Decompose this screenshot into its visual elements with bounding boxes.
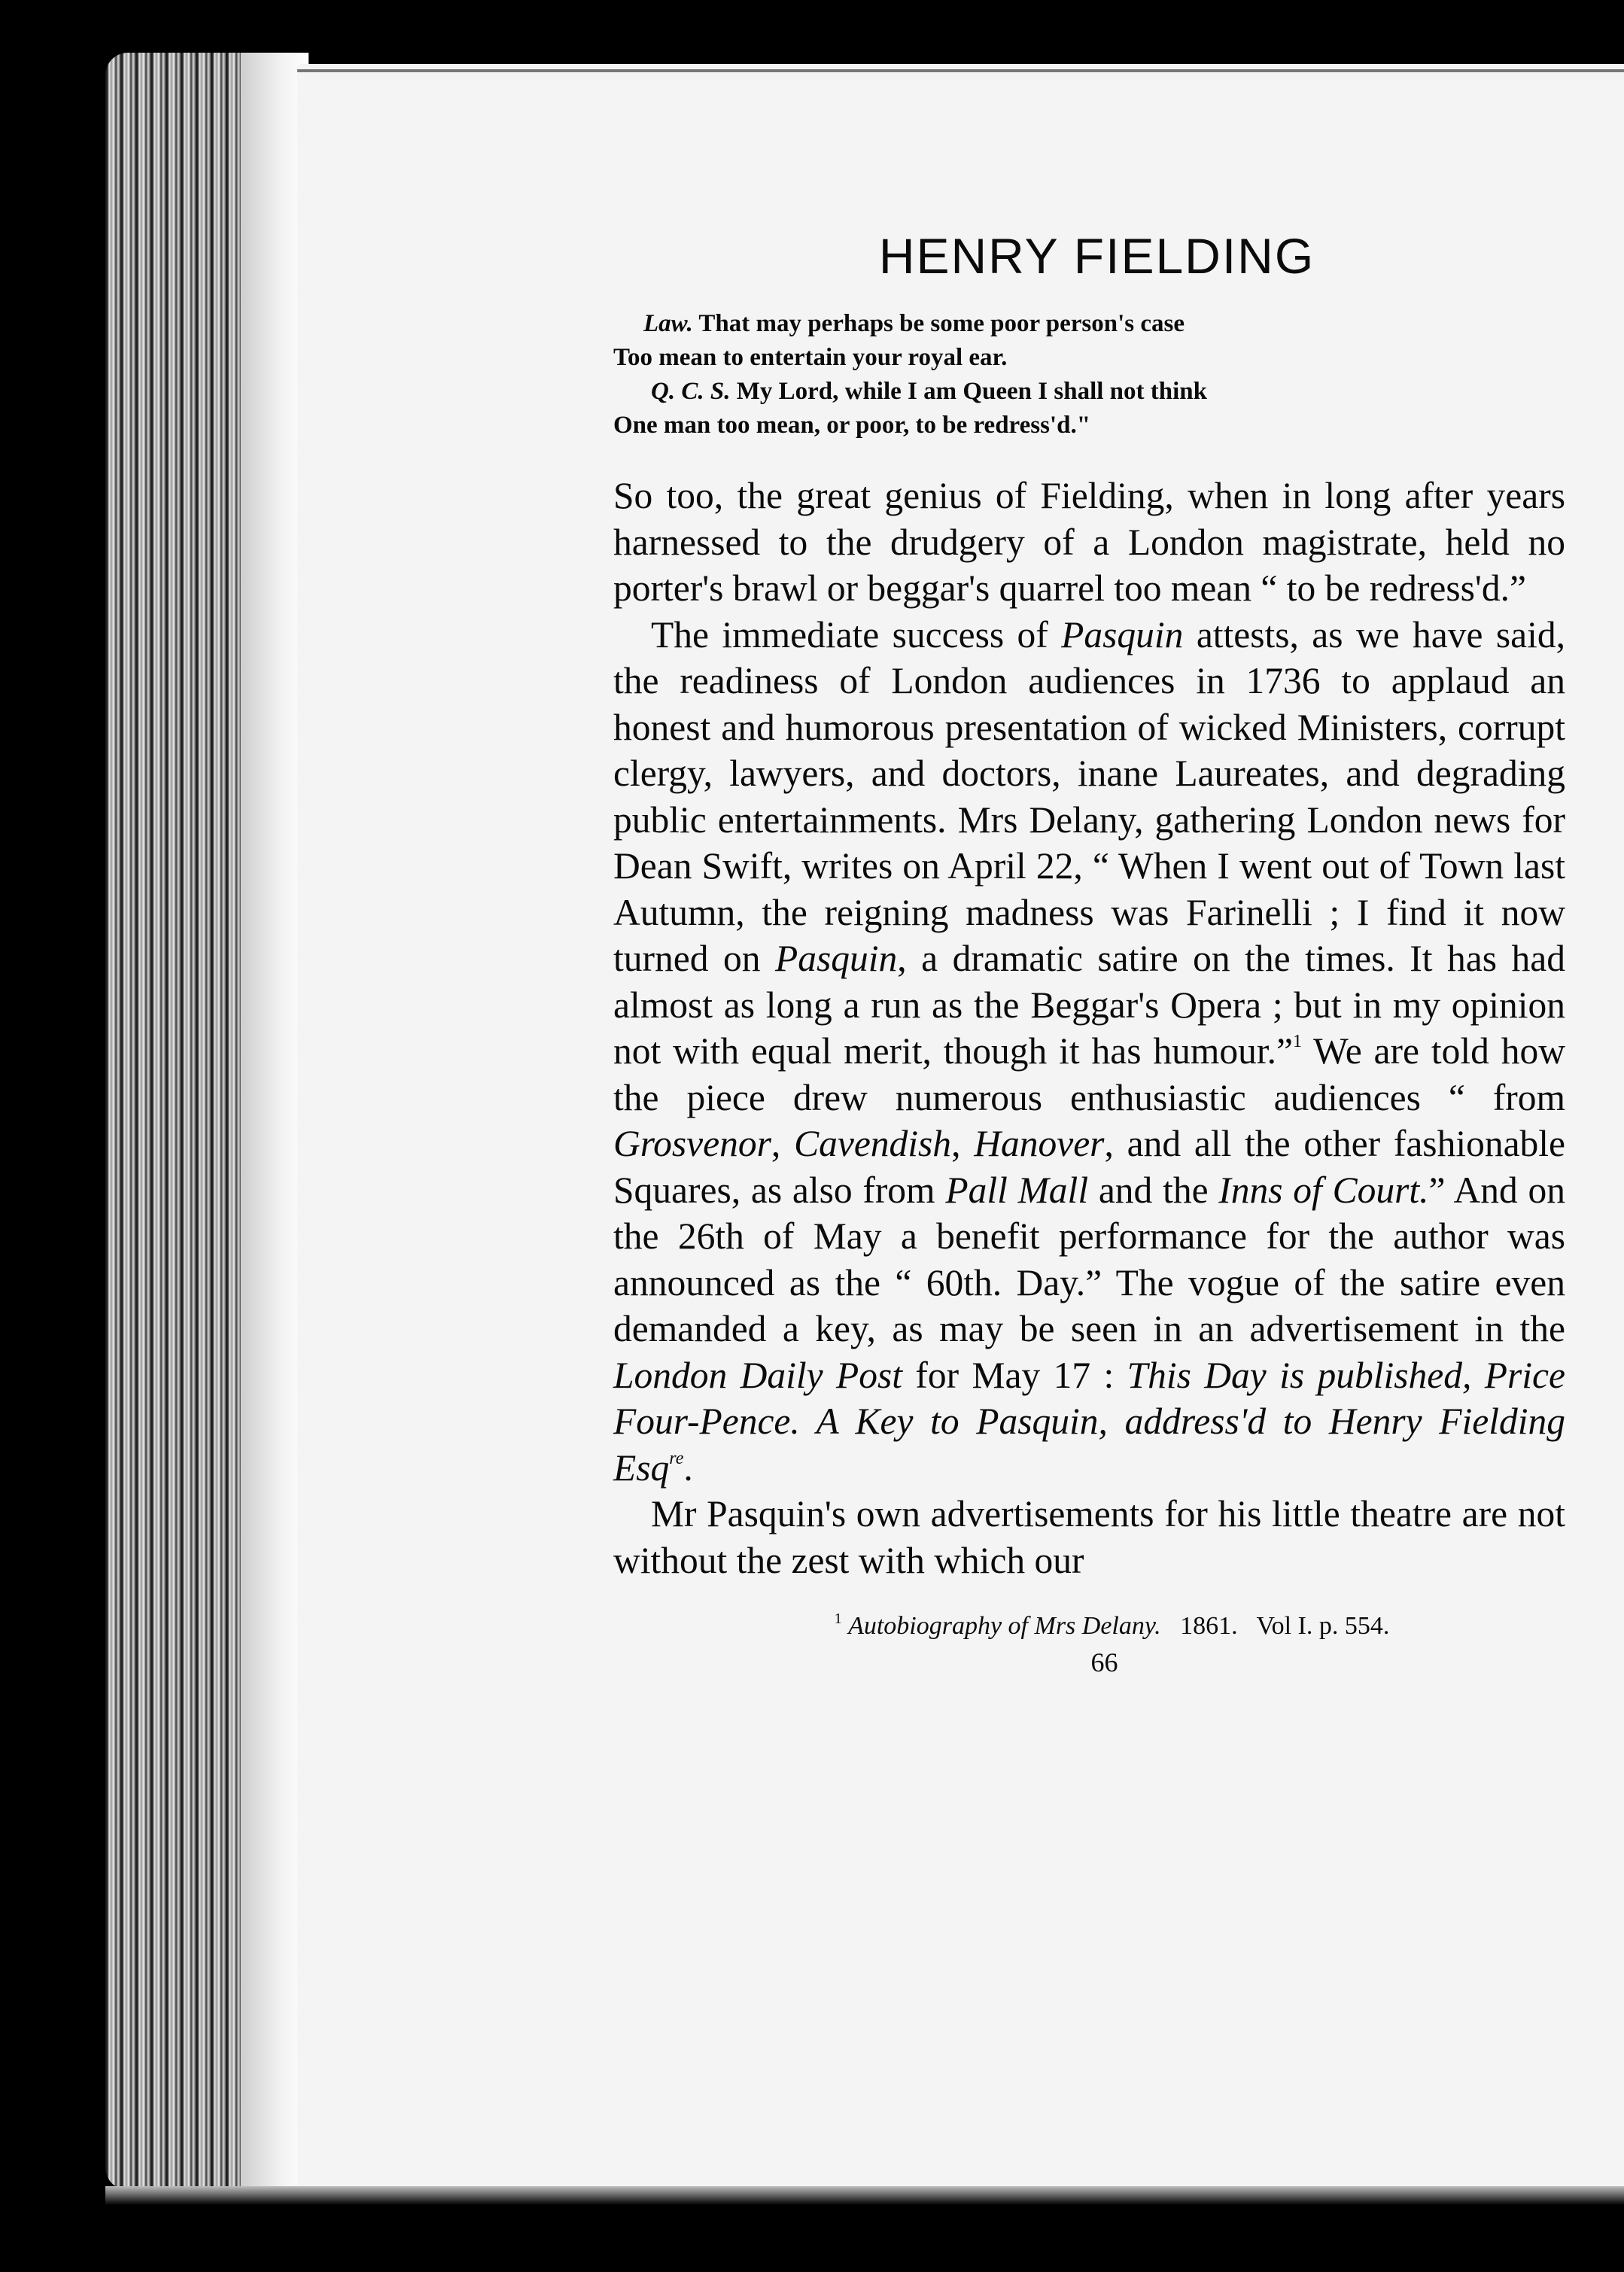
verse-text: One man too mean, or poor, to be redress'd." [613,412,1091,439]
verse-line [613,307,1565,341]
italic-title: Pasquin [775,938,898,979]
paragraph-3: Mr Pasquin's own advertisements for his little theatre are not without the zest with which our [613,1493,1565,1581]
italic-title: Pasquin [1061,613,1184,655]
text-run: ” And on the 26th of May a benefit performance for the author was announced as the “ 60th. Day.” The vogue of the satire even demanded a key, as may be seen in an advertisement in the [613,1169,1565,1349]
footnote-number: 1 [834,1610,842,1627]
verse-line [613,409,1565,443]
verse-line [613,375,1565,409]
footnote-title: Autobiography of Mrs Delany. [848,1612,1161,1640]
italic-place: Hanover [974,1123,1105,1164]
verse-quotation [613,307,1565,443]
text-run: for May 17 : [902,1354,1127,1396]
text-run: , and all the other fashionable Squares, as also from [613,1123,1566,1211]
body-text [613,473,1565,1583]
text-run: and the [1088,1169,1219,1211]
verse-line [613,341,1565,375]
book-page-edges [105,53,309,2190]
verse-speaker: Q. C. S. [651,378,731,405]
page-content [613,226,1565,1678]
verse-speaker: Law. [643,310,693,337]
page-number: 66 [1090,1647,1118,1677]
text-run: , a dramatic satire on the times. It has had almost as long a run as the Beggar's Opera ; but in my opinion not with equal merit, though it has humour.” [613,938,1565,1072]
verse-text: My Lord, while I am Queen I shall not think [736,378,1207,405]
verse-text: Too mean to entertain your royal ear. [613,344,1008,371]
footnote-year: 1861. [1180,1612,1238,1640]
italic-place: Pall Mall [945,1169,1089,1211]
italic-place: Cavendish [794,1123,952,1164]
page-top-edge [297,69,1624,72]
footnote-ref: Vol I. p. 554. [1256,1612,1390,1640]
paragraph-1: So too, the great genius of Fielding, when in long after years harnessed to the drudgery of a London magistrate, held no porter's brawl or beggar's quarrel too mean “ to be redress'd.” [613,475,1565,609]
italic-title: London Daily Post [613,1354,903,1396]
text-run: , [771,1123,795,1164]
footnote-reference: 1 [1292,1032,1302,1051]
paragraph-2 [613,612,1565,1492]
text-run: The immediate success of [651,613,1062,655]
text-run: We are told how the piece drew numerous enthusiastic audiences “ from [613,1030,1565,1118]
italic-place: Inns of Court. [1218,1169,1429,1211]
italic-advertisement: This Day is published, Price Four-Pence. A Key to Pasquin, address'd to Henry Fielding Esq [613,1354,1565,1489]
page-bottom-shadow [105,2186,1624,2205]
superscript-abbrev: re [669,1448,684,1468]
text-run: . [683,1446,693,1489]
italic-place: Grosvenor [613,1123,771,1164]
text-run: attests, as we have said, the readiness of London audiences in 1736 to applaud an honest and humorous presentation of wicked Ministers, corrupt clergy, lawyers, and doctors, inane Laureates, and degrading public entertainments. Mrs Delany, gathering London news for Dean Swift, writes on April 22, “ When I went out of Town last Autumn, the reigning madness was Farinelli ; I find it now turned on [613,613,1565,979]
running-head: HENRY FIELDING [878,228,1315,284]
text-run: , [951,1123,975,1164]
footnote [613,1612,1565,1641]
verse-text: That may perhaps be some poor person's case [698,310,1185,337]
